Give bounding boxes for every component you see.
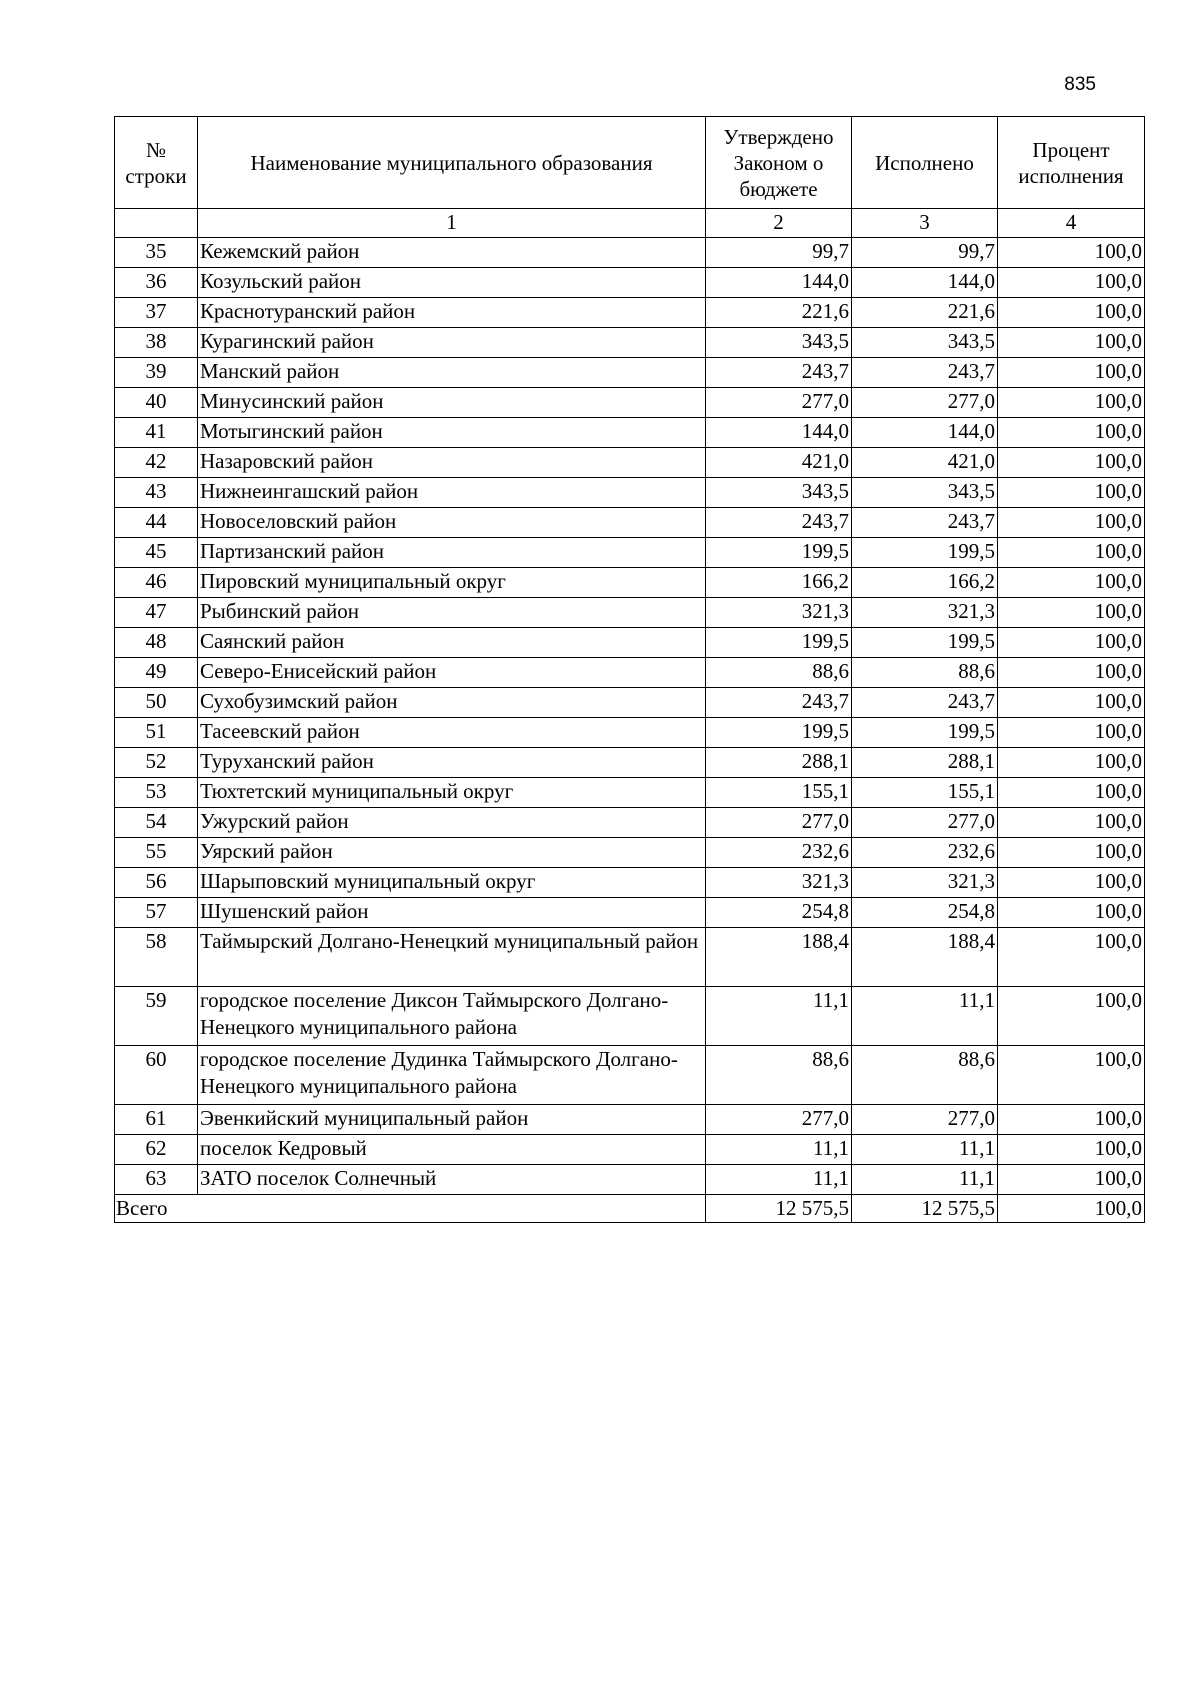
approved-amount-cell: 199,5 bbox=[706, 538, 852, 568]
row-number-cell: 63 bbox=[115, 1165, 198, 1195]
municipality-name-cell: Тасеевский район bbox=[198, 718, 706, 748]
municipality-name-cell: ЗАТО поселок Солнечный bbox=[198, 1165, 706, 1195]
row-number-cell: 51 bbox=[115, 718, 198, 748]
table-row bbox=[115, 238, 1145, 268]
row-number-cell: 44 bbox=[115, 508, 198, 538]
executed-amount-cell: 188,4 bbox=[852, 928, 998, 987]
table-row bbox=[115, 388, 1145, 418]
table-row bbox=[115, 688, 1145, 718]
column-index-row bbox=[115, 209, 1145, 238]
executed-amount-cell: 99,7 bbox=[852, 238, 998, 268]
percent-cell: 100,0 bbox=[998, 628, 1145, 658]
percent-cell: 100,0 bbox=[998, 1135, 1145, 1165]
table-row bbox=[115, 328, 1145, 358]
municipality-name-cell: Эвенкийский муниципальный район bbox=[198, 1105, 706, 1135]
percent-cell: 100,0 bbox=[998, 808, 1145, 838]
executed-amount-cell: 321,3 bbox=[852, 868, 998, 898]
executed-amount-cell: 11,1 bbox=[852, 1135, 998, 1165]
approved-amount-cell: 88,6 bbox=[706, 1046, 852, 1105]
percent-cell: 100,0 bbox=[998, 298, 1145, 328]
executed-amount-cell: 288,1 bbox=[852, 748, 998, 778]
municipality-name-cell: Сухобузимский район bbox=[198, 688, 706, 718]
executed-amount-cell: 88,6 bbox=[852, 658, 998, 688]
header-row-number: № строки bbox=[115, 117, 198, 209]
percent-cell: 100,0 bbox=[998, 328, 1145, 358]
municipality-name-cell: Саянский район bbox=[198, 628, 706, 658]
approved-amount-cell: 343,5 bbox=[706, 478, 852, 508]
executed-amount-cell: 11,1 bbox=[852, 987, 998, 1046]
municipality-name-cell: Северо-Енисейский район bbox=[198, 658, 706, 688]
row-number-cell: 59 bbox=[115, 987, 198, 1046]
approved-amount-cell: 277,0 bbox=[706, 388, 852, 418]
row-number-cell: 37 bbox=[115, 298, 198, 328]
approved-amount-cell: 155,1 bbox=[706, 778, 852, 808]
percent-cell: 100,0 bbox=[998, 868, 1145, 898]
approved-amount-cell: 221,6 bbox=[706, 298, 852, 328]
row-number-cell: 38 bbox=[115, 328, 198, 358]
row-number-cell: 47 bbox=[115, 598, 198, 628]
table-row bbox=[115, 808, 1145, 838]
approved-amount-cell: 11,1 bbox=[706, 1165, 852, 1195]
row-number-cell: 53 bbox=[115, 778, 198, 808]
percent-cell: 100,0 bbox=[998, 508, 1145, 538]
approved-amount-cell: 343,5 bbox=[706, 328, 852, 358]
executed-amount-cell: 199,5 bbox=[852, 538, 998, 568]
table-row bbox=[115, 658, 1145, 688]
table-row bbox=[115, 838, 1145, 868]
percent-cell: 100,0 bbox=[998, 718, 1145, 748]
percent-cell: 100,0 bbox=[998, 538, 1145, 568]
executed-amount-cell: 343,5 bbox=[852, 328, 998, 358]
percent-cell: 100,0 bbox=[998, 748, 1145, 778]
approved-amount-cell: 243,7 bbox=[706, 688, 852, 718]
row-number-cell: 60 bbox=[115, 1046, 198, 1105]
table-row bbox=[115, 298, 1145, 328]
row-number-cell: 62 bbox=[115, 1135, 198, 1165]
total-percent: 100,0 bbox=[998, 1195, 1145, 1223]
table-row bbox=[115, 718, 1145, 748]
municipality-name-cell: Туруханский район bbox=[198, 748, 706, 778]
municipality-name-cell: Шарыповский муниципальный округ bbox=[198, 868, 706, 898]
column-index-blank bbox=[115, 209, 198, 238]
table-row bbox=[115, 268, 1145, 298]
row-number-cell: 57 bbox=[115, 898, 198, 928]
row-number-cell: 50 bbox=[115, 688, 198, 718]
percent-cell: 100,0 bbox=[998, 658, 1145, 688]
row-number-cell: 54 bbox=[115, 808, 198, 838]
table-row bbox=[115, 478, 1145, 508]
approved-amount-cell: 99,7 bbox=[706, 238, 852, 268]
executed-amount-cell: 254,8 bbox=[852, 898, 998, 928]
column-index: 2 bbox=[706, 209, 852, 238]
approved-amount-cell: 11,1 bbox=[706, 987, 852, 1046]
approved-amount-cell: 232,6 bbox=[706, 838, 852, 868]
percent-cell: 100,0 bbox=[998, 898, 1145, 928]
row-number-cell: 43 bbox=[115, 478, 198, 508]
approved-amount-cell: 188,4 bbox=[706, 928, 852, 987]
municipality-name-cell: городское поселение Дудинка Таймырского Долгано-Ненецкого муниципального района bbox=[198, 1046, 706, 1105]
municipality-name-cell: Курагинский район bbox=[198, 328, 706, 358]
percent-cell: 100,0 bbox=[998, 388, 1145, 418]
row-number-cell: 55 bbox=[115, 838, 198, 868]
percent-cell: 100,0 bbox=[998, 987, 1145, 1046]
row-number-cell: 61 bbox=[115, 1105, 198, 1135]
municipality-name-cell: Ужурский район bbox=[198, 808, 706, 838]
municipality-name-cell: Минусинский район bbox=[198, 388, 706, 418]
executed-amount-cell: 166,2 bbox=[852, 568, 998, 598]
row-number-cell: 40 bbox=[115, 388, 198, 418]
approved-amount-cell: 277,0 bbox=[706, 1105, 852, 1135]
table-row bbox=[115, 628, 1145, 658]
table-row bbox=[115, 538, 1145, 568]
approved-amount-cell: 144,0 bbox=[706, 418, 852, 448]
percent-cell: 100,0 bbox=[998, 598, 1145, 628]
row-number-cell: 56 bbox=[115, 868, 198, 898]
percent-cell: 100,0 bbox=[998, 448, 1145, 478]
row-number-cell: 45 bbox=[115, 538, 198, 568]
executed-amount-cell: 199,5 bbox=[852, 628, 998, 658]
approved-amount-cell: 88,6 bbox=[706, 658, 852, 688]
row-number-cell: 46 bbox=[115, 568, 198, 598]
municipality-name-cell: поселок Кедровый bbox=[198, 1135, 706, 1165]
percent-cell: 100,0 bbox=[998, 1046, 1145, 1105]
percent-cell: 100,0 bbox=[998, 358, 1145, 388]
table-row bbox=[115, 568, 1145, 598]
executed-amount-cell: 321,3 bbox=[852, 598, 998, 628]
percent-cell: 100,0 bbox=[998, 568, 1145, 598]
row-number-cell: 35 bbox=[115, 238, 198, 268]
table-body bbox=[115, 238, 1145, 1195]
executed-amount-cell: 11,1 bbox=[852, 1165, 998, 1195]
percent-cell: 100,0 bbox=[998, 778, 1145, 808]
header-approved: Утверждено Законом о бюджете bbox=[706, 117, 852, 209]
approved-amount-cell: 243,7 bbox=[706, 508, 852, 538]
executed-amount-cell: 277,0 bbox=[852, 388, 998, 418]
executed-amount-cell: 144,0 bbox=[852, 418, 998, 448]
executed-amount-cell: 155,1 bbox=[852, 778, 998, 808]
table-row bbox=[115, 778, 1145, 808]
page-number: 835 bbox=[1064, 74, 1096, 95]
percent-cell: 100,0 bbox=[998, 928, 1145, 987]
executed-amount-cell: 243,7 bbox=[852, 358, 998, 388]
total-approved: 12 575,5 bbox=[706, 1195, 852, 1223]
row-number-cell: 58 bbox=[115, 928, 198, 987]
column-index: 3 bbox=[852, 209, 998, 238]
approved-amount-cell: 199,5 bbox=[706, 628, 852, 658]
municipality-name-cell: Шушенский район bbox=[198, 898, 706, 928]
table-row bbox=[115, 1135, 1145, 1165]
table-row bbox=[115, 1105, 1145, 1135]
percent-cell: 100,0 bbox=[998, 1165, 1145, 1195]
municipality-name-cell: Краснотуранский район bbox=[198, 298, 706, 328]
executed-amount-cell: 243,7 bbox=[852, 688, 998, 718]
table-row bbox=[115, 987, 1145, 1046]
executed-amount-cell: 343,5 bbox=[852, 478, 998, 508]
percent-cell: 100,0 bbox=[998, 238, 1145, 268]
row-number-cell: 48 bbox=[115, 628, 198, 658]
executed-amount-cell: 243,7 bbox=[852, 508, 998, 538]
percent-cell: 100,0 bbox=[998, 1105, 1145, 1135]
percent-cell: 100,0 bbox=[998, 838, 1145, 868]
municipality-name-cell: Новоселовский район bbox=[198, 508, 706, 538]
percent-cell: 100,0 bbox=[998, 268, 1145, 298]
executed-amount-cell: 199,5 bbox=[852, 718, 998, 748]
table-row bbox=[115, 1046, 1145, 1105]
approved-amount-cell: 421,0 bbox=[706, 448, 852, 478]
municipality-name-cell: Пировский муниципальный округ bbox=[198, 568, 706, 598]
municipality-name-cell: Уярский район bbox=[198, 838, 706, 868]
municipality-name-cell: Мотыгинский район bbox=[198, 418, 706, 448]
approved-amount-cell: 199,5 bbox=[706, 718, 852, 748]
table-row bbox=[115, 928, 1145, 987]
approved-amount-cell: 243,7 bbox=[706, 358, 852, 388]
row-number-cell: 41 bbox=[115, 418, 198, 448]
approved-amount-cell: 254,8 bbox=[706, 898, 852, 928]
table-row bbox=[115, 748, 1145, 778]
table-header-row bbox=[115, 117, 1145, 209]
budget-execution-table bbox=[114, 116, 1145, 1223]
executed-amount-cell: 221,6 bbox=[852, 298, 998, 328]
percent-cell: 100,0 bbox=[998, 688, 1145, 718]
municipality-name-cell: Нижнеингашский район bbox=[198, 478, 706, 508]
executed-amount-cell: 232,6 bbox=[852, 838, 998, 868]
approved-amount-cell: 166,2 bbox=[706, 568, 852, 598]
total-row bbox=[115, 1195, 1145, 1223]
approved-amount-cell: 321,3 bbox=[706, 868, 852, 898]
table-row bbox=[115, 598, 1145, 628]
municipality-name-cell: Кежемский район bbox=[198, 238, 706, 268]
approved-amount-cell: 11,1 bbox=[706, 1135, 852, 1165]
executed-amount-cell: 421,0 bbox=[852, 448, 998, 478]
row-number-cell: 42 bbox=[115, 448, 198, 478]
column-index: 1 bbox=[198, 209, 706, 238]
total-label: Всего bbox=[115, 1195, 706, 1223]
table-row bbox=[115, 1165, 1145, 1195]
percent-cell: 100,0 bbox=[998, 418, 1145, 448]
row-number-cell: 39 bbox=[115, 358, 198, 388]
municipality-name-cell: Козульский район bbox=[198, 268, 706, 298]
row-number-cell: 36 bbox=[115, 268, 198, 298]
row-number-cell: 52 bbox=[115, 748, 198, 778]
row-number-cell: 49 bbox=[115, 658, 198, 688]
table-row bbox=[115, 418, 1145, 448]
municipality-name-cell: Манский район bbox=[198, 358, 706, 388]
table-row bbox=[115, 898, 1145, 928]
executed-amount-cell: 144,0 bbox=[852, 268, 998, 298]
column-index: 4 bbox=[998, 209, 1145, 238]
table-row bbox=[115, 868, 1145, 898]
municipality-name-cell: Партизанский район bbox=[198, 538, 706, 568]
total-executed: 12 575,5 bbox=[852, 1195, 998, 1223]
header-percent: Процент исполнения bbox=[998, 117, 1145, 209]
approved-amount-cell: 321,3 bbox=[706, 598, 852, 628]
table-row bbox=[115, 448, 1145, 478]
executed-amount-cell: 88,6 bbox=[852, 1046, 998, 1105]
table-row bbox=[115, 508, 1145, 538]
approved-amount-cell: 277,0 bbox=[706, 808, 852, 838]
municipality-name-cell: Рыбинский район bbox=[198, 598, 706, 628]
executed-amount-cell: 277,0 bbox=[852, 808, 998, 838]
approved-amount-cell: 144,0 bbox=[706, 268, 852, 298]
municipality-name-cell: городское поселение Диксон Таймырского Долгано-Ненецкого муниципального района bbox=[198, 987, 706, 1046]
table-row bbox=[115, 358, 1145, 388]
header-executed: Исполнено bbox=[852, 117, 998, 209]
approved-amount-cell: 288,1 bbox=[706, 748, 852, 778]
municipality-name-cell: Таймырский Долгано-Ненецкий муниципальный район bbox=[198, 928, 706, 987]
percent-cell: 100,0 bbox=[998, 478, 1145, 508]
municipality-name-cell: Тюхтетский муниципальный округ bbox=[198, 778, 706, 808]
header-municipality-name: Наименование муниципального образования bbox=[198, 117, 706, 209]
executed-amount-cell: 277,0 bbox=[852, 1105, 998, 1135]
municipality-name-cell: Назаровский район bbox=[198, 448, 706, 478]
